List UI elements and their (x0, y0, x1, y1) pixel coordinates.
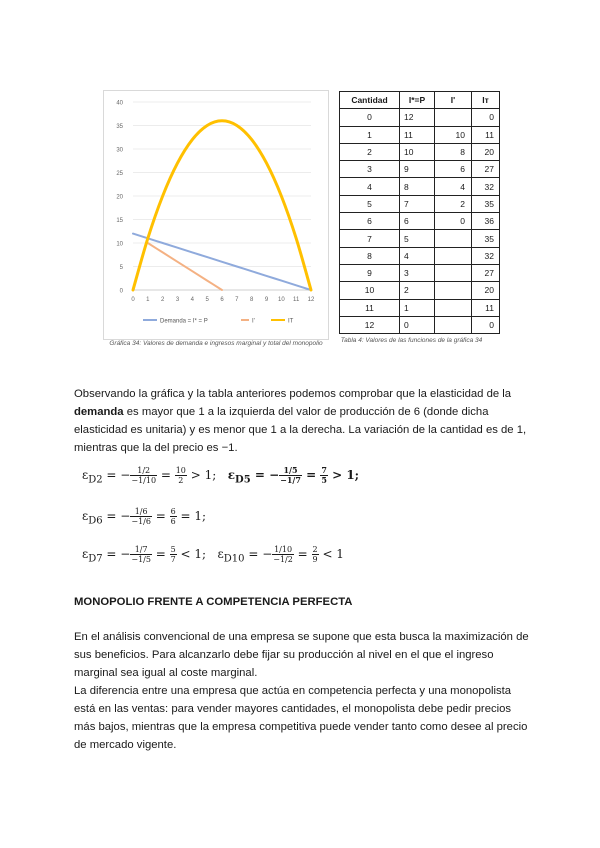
y-tick-label: 25 (116, 171, 123, 177)
legend-label: I' (252, 318, 255, 325)
table-cell: 0 (400, 316, 435, 333)
table-cell: 4 (340, 178, 400, 195)
table-cell: 10 (400, 143, 435, 160)
demand-revenue-chart (103, 90, 329, 340)
formula-d2: $\varepsilon_{D2}$ = − $\frac{1/2}{-1/10}$ = $\frac{10}{2}$ > 1; (82, 466, 217, 486)
table-cell (435, 282, 472, 299)
table-cell: 32 (472, 247, 500, 264)
values-table-container (339, 91, 500, 344)
table-cell: 0 (472, 316, 500, 333)
demand-series-line (133, 234, 311, 290)
table-row (340, 316, 500, 333)
table-cell: 1 (400, 299, 435, 316)
header-cantidad: Cantidad (340, 92, 400, 109)
table-cell (435, 299, 472, 316)
table-cell: 2 (435, 195, 472, 212)
table-row (340, 247, 500, 264)
table-row (340, 109, 500, 126)
table-row (340, 143, 500, 160)
table-row (340, 230, 500, 247)
table-cell: 11 (472, 299, 500, 316)
legend-label: IT (288, 318, 294, 325)
para1-bold-demanda: demanda (74, 406, 124, 418)
x-tick-label: 0 (131, 297, 135, 303)
table-cell: 10 (340, 282, 400, 299)
header-price: I*=P (400, 92, 435, 109)
table-cell: 7 (340, 230, 400, 247)
table-cell: 6 (400, 213, 435, 230)
x-tick-label: 11 (293, 297, 300, 303)
x-tick-label: 8 (249, 297, 254, 303)
paragraph-elasticity (74, 385, 534, 457)
values-table (339, 91, 500, 334)
table-cell: 10 (435, 126, 472, 143)
x-tick-label: 5 (205, 297, 209, 303)
legend-label: Demanda = I* = P (160, 318, 208, 325)
y-tick-label: 30 (116, 147, 123, 154)
table-cell (435, 247, 472, 264)
x-tick-label: 1 (146, 297, 150, 303)
para1-text-b: es mayor que 1 a la izquierda del valor de producción de 6 (donde dicha elasticidad es unitaria) y es menor que 1 a la derecha. La variación de la cantidad es de 1, mientras que la del precio es −1. (74, 406, 527, 454)
table-cell (435, 109, 472, 126)
formula-d10: $\varepsilon_{D10}$ = − $\frac{1/10}{-1/2}$ = $\frac{2}{9}$ < 1 (217, 545, 344, 565)
table-row (340, 178, 500, 195)
table-cell: 20 (472, 143, 500, 160)
x-tick-label: 6 (220, 297, 224, 303)
total-revenue-series-line (133, 121, 311, 290)
table-cell: 11 (400, 126, 435, 143)
table-cell: 2 (340, 143, 400, 160)
table-cell: 8 (400, 178, 435, 195)
y-tick-label: 15 (116, 218, 123, 224)
table-cell: 27 (472, 161, 500, 178)
paragraph-maximization: En el análisis convencional de una empresa se supone que esta busca la maximización de sus beneficios. Para alcanzarlo debe fijar su producción al nivel en el que el ingreso marginal sea igual al coste marginal. (74, 631, 529, 679)
formula-d5: $\varepsilon_{D5}$ = − $\frac{1/5}{-1/7}$ = $\frac{7}{5}$ > 1; (227, 465, 360, 486)
table-cell: 0 (340, 109, 400, 126)
table-cell (435, 264, 472, 281)
y-tick-label: 35 (116, 124, 123, 130)
header-total-revenue: Iᴛ (472, 92, 500, 109)
table-row (340, 264, 500, 281)
table-cell: 6 (435, 161, 472, 178)
table-row (340, 195, 500, 212)
x-tick-label: 9 (264, 297, 269, 303)
y-tick-label: 10 (116, 241, 123, 248)
chart-caption: Gráfica 34: Valores de demanda e ingresos marginal y total del monopolio (109, 340, 323, 347)
table-cell: 4 (400, 247, 435, 264)
table-cell (435, 230, 472, 247)
table-cell: 1 (340, 126, 400, 143)
x-tick-label: 3 (175, 297, 180, 303)
table-cell: 27 (472, 264, 500, 281)
section-heading: MONOPOLIO FRENTE A COMPETENCIA PERFECTA (74, 596, 353, 608)
chart-container (103, 90, 329, 360)
para1-text-a: Observando la gráfica y la tabla anteriores podemos comprobar que la elasticidad de la (74, 388, 512, 400)
table-row (340, 213, 500, 230)
table-cell: 2 (400, 282, 435, 299)
table-cell: 9 (400, 161, 435, 178)
table-row (340, 126, 500, 143)
x-tick-label: 10 (277, 297, 285, 303)
y-tick-label: 5 (119, 265, 123, 271)
table-cell: 11 (340, 299, 400, 316)
table-header-row (340, 92, 500, 109)
table-caption: Tabla 4: Valores de las funciones de la gráfica 34 (340, 337, 483, 344)
y-tick-label: 0 (119, 288, 123, 295)
table-cell: 9 (340, 264, 400, 281)
table-cell: 8 (340, 247, 400, 264)
header-marginal-revenue: I' (435, 92, 472, 109)
x-tick-label: 7 (235, 297, 239, 303)
formula-line-1 (82, 466, 359, 485)
x-tick-label: 4 (190, 297, 195, 303)
x-tick-label: 12 (307, 297, 315, 303)
formula-d6: $\varepsilon_{D6}$ = − $\frac{1/6}{-1/6}$ = $\frac{6}{6}$ = 1; (82, 507, 207, 527)
table-cell: 36 (472, 213, 500, 230)
table-cell: 20 (472, 282, 500, 299)
table-cell: 3 (340, 161, 400, 178)
y-tick-label: 20 (116, 194, 123, 201)
formula-line-3 (82, 545, 344, 564)
y-tick-label: 40 (116, 100, 123, 107)
table-cell: 4 (435, 178, 472, 195)
formula-d7: $\varepsilon_{D7}$ = − $\frac{1/7}{-1/5}$ = $\frac{5}{7}$ < 1; (82, 545, 207, 565)
table-cell: 5 (340, 195, 400, 212)
x-tick-label: 2 (160, 297, 165, 303)
table-cell (435, 316, 472, 333)
table-cell: 5 (400, 230, 435, 247)
table-cell: 12 (400, 109, 435, 126)
table-cell: 0 (472, 109, 500, 126)
table-cell: 35 (472, 230, 500, 247)
table-cell: 8 (435, 143, 472, 160)
table-cell: 7 (400, 195, 435, 212)
formula-line-2 (82, 507, 206, 526)
table-cell: 12 (340, 316, 400, 333)
table-cell: 11 (472, 126, 500, 143)
table-row (340, 161, 500, 178)
table-cell: 32 (472, 178, 500, 195)
table-cell: 3 (400, 264, 435, 281)
table-cell: 6 (340, 213, 400, 230)
table-row (340, 299, 500, 316)
table-cell: 0 (435, 213, 472, 230)
table-row (340, 282, 500, 299)
paragraph-difference: La diferencia entre una empresa que actúa en competencia perfecta y una monopolista está en las ventas: para vender mayores cantidades, el monopolista debe pedir precios más bajos, mientras que la empresa competitiva puede vender tanto como desee al precio de mercado vigente. (74, 685, 528, 751)
table-cell: 35 (472, 195, 500, 212)
